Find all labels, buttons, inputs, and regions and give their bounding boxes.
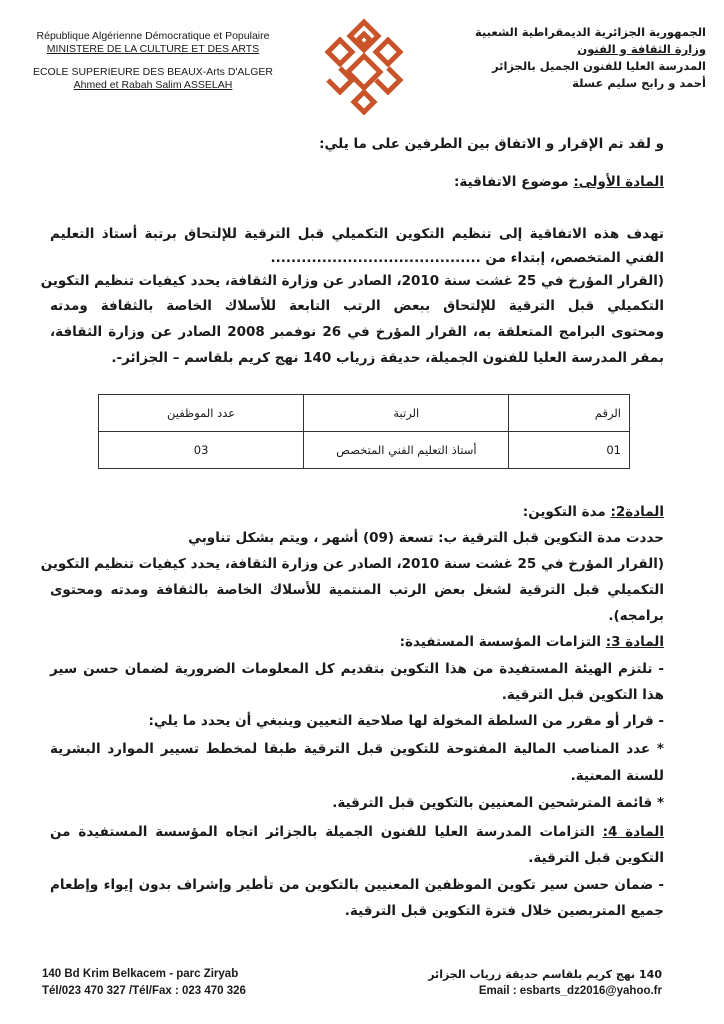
article3-heading-text: التزامات المؤسسة المستفيدة:	[399, 634, 606, 650]
article2-heading	[50, 504, 664, 520]
header-ministry-ar: وزارة الثقافة و الفنون	[577, 42, 706, 56]
table-header-row	[99, 395, 630, 432]
article3-line: * عدد المناصب المالية المفتوحة للتكوين قبل الترقية طبقا لمخطط تسيير الموارد البشرية	[50, 741, 664, 757]
table-cell-grade: أستاذ التعليم الفني المتخصص	[304, 432, 509, 469]
article2-line: حددت مدة التكوين قبل الترقية ب: تسعة (09) أشهر ، ويتم بشكل تناوبي	[188, 530, 664, 546]
article1-heading-text: موضوع الاتفاقية:	[453, 174, 574, 190]
article2-heading-label: المادة2:	[610, 504, 664, 520]
article4-heading	[50, 824, 664, 840]
article3-line: - تلتزم الهيئة المستفيدة من هذا التكوين بتقديم كل المعلومات الضرورية لضمان حسن سير	[50, 661, 664, 677]
article2-line: التكميلي قبل الترقية لشغل بعض الرتب المنتمية للأسلاك الخاصة بالثقافة ومدته ومحتوى	[50, 582, 664, 598]
article4-line: - ضمان حسن سير تكوين الموظفين المعنيين بالتكوين من تأطير وإشراف بدون إيواء وإطعام	[50, 877, 664, 893]
article4-line: جميع المتربصين خلال فترة التكوين قبل الترقية.	[344, 903, 664, 919]
school-logo	[318, 18, 410, 118]
grade-table	[98, 394, 630, 469]
article1-line: الفني المتخصص، إبتداء من .........................................	[270, 250, 664, 266]
table-cell-count: 03	[99, 432, 304, 469]
footer-phone: Tél/023 470 327 /Tél/Fax : 023 470 326	[42, 985, 246, 997]
footer-address-ar: 140 نهج كريم بلقاسم حديقة زرياب الجزائر	[428, 968, 662, 981]
footer-right	[428, 966, 662, 1000]
header-french-block	[28, 30, 278, 92]
table-header-number: الرقم	[509, 395, 630, 432]
header-republic-ar: الجمهورية الجزائرية الديمقراطية الشعبية	[474, 25, 706, 39]
article1-line: بمقر المدرسة العليا للفنون الجميلة، حديقة زرياب 140 نهج كريم بلقاسم – الجزائر-.	[111, 350, 664, 366]
article1-line: (القرار المؤرخ في 25 غشت سنة 2010، الصادر عن وزارة الثقافة، يحدد كيفيات تنظيم التكوين	[40, 273, 664, 289]
intro-text: و لقد تم الإقرار و الاتفاق بين الطرفين على ما يلي:	[319, 136, 664, 152]
article1-line: ومحتوى البرامج المتعلقة به، القرار المؤرخ في 26 نوفمبر 2008 الصادر عن وزارة الثقافة،	[50, 324, 665, 340]
header-school-fr: ECOLE SUPERIEURE DES BEAUX-Arts D'ALGER	[32, 66, 274, 78]
table-header-count: عدد الموظفين	[99, 395, 304, 432]
article1-heading	[50, 174, 664, 190]
article1-line: التكميلي قبل الترقية للإلتحاق ببعض الرتب التابعة للأسلاك الخاصة بالثقافة ومدته	[50, 298, 664, 314]
header-school-ar: المدرسة العليا للفنون الجميل بالجزائر	[491, 59, 706, 73]
article3-heading	[50, 634, 664, 650]
footer-address-fr: 140 Bd Krim Belkacem - parc Ziryab	[42, 968, 239, 980]
header-republic-fr: République Algérienne Démocratique et Populaire	[36, 30, 270, 42]
table-row	[99, 432, 630, 469]
article3-line: - قرار أو مقرر من السلطة المخولة لها صلاحية التعيين وينبغي أن يحدد ما يلي:	[148, 713, 664, 729]
article1-heading-label: المادة الأولى:	[573, 174, 664, 190]
article3-line: هذا التكوين قبل الترقية.	[501, 687, 664, 703]
article4-line: التكوين قبل الترقية.	[528, 850, 664, 866]
table-cell-number: 01	[509, 432, 630, 469]
header-school-names-fr: Ahmed et Rabah Salim ASSELAH	[73, 79, 233, 91]
header-ministry-fr: MINISTERE DE LA CULTURE ET DES ARTS	[46, 43, 260, 55]
header-school-names-ar: أحمد و رابح سليم عسلة	[572, 76, 706, 90]
footer-email: Email : esbarts_dz2016@yahoo.fr	[478, 985, 662, 997]
footer-left	[42, 966, 246, 1000]
article3-line: * قائمة المترشحين المعنيين بالتكوين قبل الترقية.	[332, 795, 664, 811]
article4-heading-label: المادة 4:	[602, 824, 664, 840]
article1-line: تهدف هذه الاتفاقية إلى تنظيم التكوين التكميلي قبل الترقية للإلتحاق برتبة أستاذ التعليم	[50, 226, 664, 242]
header-arabic-block	[406, 24, 706, 92]
article3-heading-label: المادة 3:	[605, 634, 664, 650]
article2-heading-text: مدة التكوين:	[522, 504, 611, 520]
article2-line: برامجه).	[608, 608, 664, 624]
article3-line: للسنة المعنية.	[570, 768, 664, 784]
article4-heading-text: التزامات المدرسة العليا للفنون الجميلة بالجزائر اتجاه المؤسسة المستفيدة من	[50, 824, 603, 840]
table-header-grade: الرتبة	[304, 395, 509, 432]
article2-line: (القرار المؤرخ في 25 غشت سنة 2010، الصادر عن وزارة الثقافة، يحدد كيفيات تنظيم التكوين	[40, 556, 664, 572]
